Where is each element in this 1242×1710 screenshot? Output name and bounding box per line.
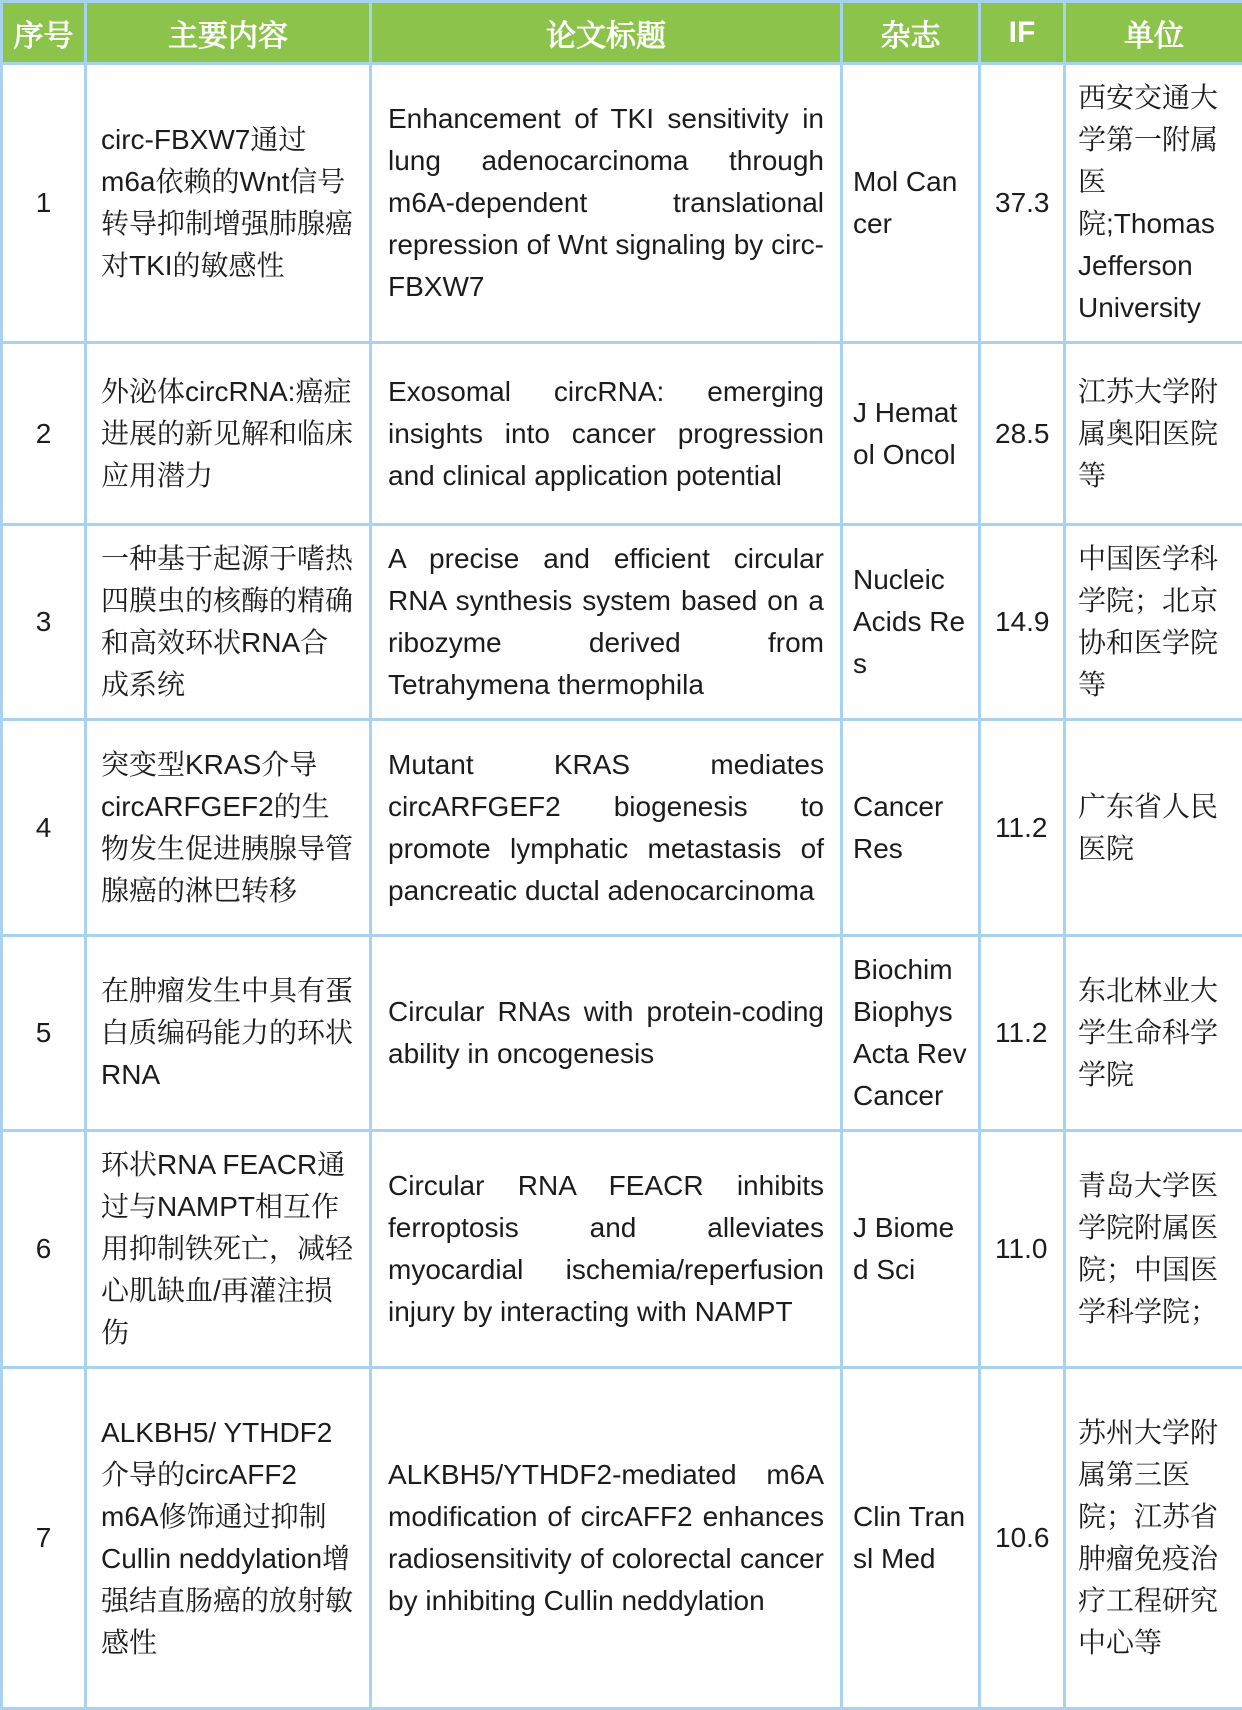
cell-index: 2 [2, 343, 86, 525]
cell-content: 突变型KRAS介导circARFGEF2的生物发生促进胰腺导管腺癌的淋巴转移 [86, 720, 371, 936]
table-row [2, 720, 1242, 936]
cell-title: Circular RNAs with protein-coding ability in oncogenesis [371, 936, 842, 1131]
cell-content: 一种基于起源于嗜热四膜虫的核酶的精确和高效环状RNA合成系统 [86, 525, 371, 720]
cell-title: A precise and efficient circular RNA synthesis system based on a ribozyme derived from Tetrahymena thermophila [371, 525, 842, 720]
cell-unit: 东北林业大学生命科学学院 [1065, 936, 1242, 1131]
cell-impact: 11.2 [980, 720, 1065, 936]
cell-content: circ-FBXW7通过m6a依赖的Wnt信号转导抑制增强肺腺癌对TKI的敏感性 [86, 64, 371, 343]
cell-impact: 11.2 [980, 936, 1065, 1131]
cell-journal: J Biomed Sci [842, 1131, 980, 1368]
header-row [2, 2, 1242, 64]
cell-journal: Clin Transl Med [842, 1368, 980, 1709]
cell-impact: 37.3 [980, 64, 1065, 343]
cell-title: Circular RNA FEACR inhibits ferroptosis and alleviates myocardial ischemia/reperfusion injury by interacting with NAMPT [371, 1131, 842, 1368]
table-row [2, 936, 1242, 1131]
table-row [2, 64, 1242, 343]
cell-journal: Biochim Biophys Acta Rev Cancer [842, 936, 980, 1131]
header-if: IF [980, 2, 1065, 64]
cell-index: 5 [2, 936, 86, 1131]
cell-unit: 苏州大学附属第三医院；江苏省肿瘤免疫治疗工程研究中心等 [1065, 1368, 1242, 1709]
table-header [2, 2, 1242, 64]
cell-index: 4 [2, 720, 86, 936]
cell-journal: Mol Cancer [842, 64, 980, 343]
header-index: 序号 [2, 2, 86, 64]
cell-content: 环状RNA FEACR通过与NAMPT相互作用抑制铁死亡，减轻心肌缺血/再灌注损伤 [86, 1131, 371, 1368]
cell-journal: Nucleic Acids Res [842, 525, 980, 720]
cell-unit: 江苏大学附属奥阳医院等 [1065, 343, 1242, 525]
cell-content: 外泌体circRNA:癌症进展的新见解和临床应用潜力 [86, 343, 371, 525]
table-row [2, 343, 1242, 525]
cell-index: 6 [2, 1131, 86, 1368]
cell-impact: 11.0 [980, 1131, 1065, 1368]
cell-journal: J Hematol Oncol [842, 343, 980, 525]
cell-index: 7 [2, 1368, 86, 1709]
table-body [2, 64, 1242, 1709]
cell-title: ALKBH5/YTHDF2-mediated m6A modification of circAFF2 enhances radiosensitivity of colorectal cancer by inhibiting Cullin neddylation [371, 1368, 842, 1709]
cell-unit: 西安交通大学第一附属医院;Thomas Jefferson University [1065, 64, 1242, 343]
cell-unit: 中国医学科学院；北京协和医学院等 [1065, 525, 1242, 720]
cell-journal: Cancer Res [842, 720, 980, 936]
cell-impact: 10.6 [980, 1368, 1065, 1709]
cell-impact: 28.5 [980, 343, 1065, 525]
table-row [2, 1131, 1242, 1368]
table-row [2, 525, 1242, 720]
header-content: 主要内容 [86, 2, 371, 64]
cell-content: ALKBH5/ YTHDF2介导的circAFF2 m6A修饰通过抑制Cullin neddylation增强结直肠癌的放射敏感性 [86, 1368, 371, 1709]
table-row [2, 1368, 1242, 1709]
header-title: 论文标题 [371, 2, 842, 64]
cell-content: 在肿瘤发生中具有蛋白质编码能力的环状RNA [86, 936, 371, 1131]
cell-index: 3 [2, 525, 86, 720]
cell-index: 1 [2, 64, 86, 343]
cell-unit: 广东省人民医院 [1065, 720, 1242, 936]
cell-impact: 14.9 [980, 525, 1065, 720]
cell-title: Enhancement of TKI sensitivity in lung adenocarcinoma through m6A-dependent translational repression of Wnt signaling by circ-FBXW7 [371, 64, 842, 343]
cell-title: Exosomal circRNA: emerging insights into cancer progression and clinical application potential [371, 343, 842, 525]
cell-title: Mutant KRAS mediates circARFGEF2 biogenesis to promote lymphatic metastasis of pancreatic ductal adenocarcinoma [371, 720, 842, 936]
cell-unit: 青岛大学医学院附属医院；中国医学科学院； [1065, 1131, 1242, 1368]
header-unit: 单位 [1065, 2, 1242, 64]
header-journal: 杂志 [842, 2, 980, 64]
